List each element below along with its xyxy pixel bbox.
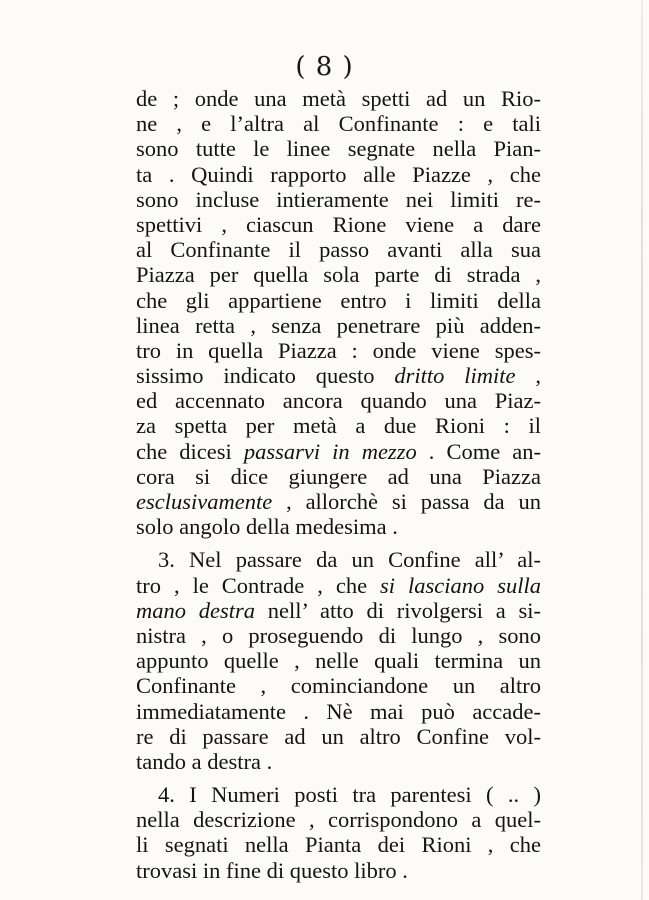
- text-line: [136, 363, 541, 388]
- text-run: ta . Quindi rapporto alle Piazze , che: [136, 161, 541, 187]
- body-text: [136, 86, 541, 883]
- text-run: Confinante , cominciandone un altro: [136, 673, 541, 699]
- text-run: re di passare ad un altro Confine vol-: [136, 723, 541, 749]
- text-run: sono tutte le linee segnate nella Pian-: [136, 136, 541, 162]
- page-edge: [641, 0, 643, 900]
- text-line: [136, 673, 541, 698]
- text-line: [136, 699, 541, 724]
- text-line: [136, 187, 541, 212]
- text-run: che dicesi: [136, 438, 244, 464]
- text-run: nell’ atto di rivolgersi a si-: [255, 597, 541, 623]
- text-run: Piazza per quella sola parte di strada ,: [136, 262, 541, 288]
- text-run: immediatamente . Nè mai può accade-: [136, 698, 541, 724]
- text-run: de ; onde una metà spetti ad un Rio-: [136, 86, 541, 111]
- text-run: trovasi in fine di questo libro .: [136, 857, 408, 883]
- text-line: [136, 262, 541, 287]
- text-line: [136, 598, 541, 623]
- text-run: che gli appartiene entro i limiti della: [136, 287, 541, 313]
- text-run: za spetta per metà a due Rioni : il: [136, 413, 541, 439]
- text-line: [136, 489, 541, 514]
- text-line: [136, 724, 541, 749]
- text-run: . Come an-: [416, 438, 541, 464]
- text-run: nella descrizione , corrispondono a quel-: [136, 807, 541, 833]
- text-line: [136, 338, 541, 363]
- text-run: tando a destra .: [136, 748, 273, 774]
- paragraph-gap: [136, 539, 541, 547]
- page-number: ( 8 ): [295, 52, 354, 82]
- text-line: [136, 313, 541, 338]
- italic-phrase: si lasciano sulla: [380, 572, 541, 598]
- text-line: [136, 749, 541, 774]
- text-run: tro , le Contrade , che: [136, 572, 381, 598]
- text-line: [136, 832, 541, 857]
- text-run: ,: [515, 363, 541, 389]
- text-run: spettivi , ciascun Rione viene a dare: [136, 211, 541, 237]
- italic-phrase: mano destra: [136, 597, 255, 623]
- text-line: [136, 464, 541, 489]
- text-run: appunto quelle , nelle quali termina un: [136, 648, 541, 674]
- italic-phrase: dritto limite: [394, 363, 516, 389]
- text-line: [136, 858, 541, 883]
- text-run: sono incluse intieramente nei limiti re-: [136, 186, 541, 212]
- text-line: [136, 573, 541, 598]
- text-line: [136, 288, 541, 313]
- text-line: [136, 86, 541, 111]
- text-line: [136, 547, 541, 572]
- text-run: ed accennato ancora quando una Piaz-: [136, 388, 541, 414]
- text-run: li segnati nella Pianta dei Rioni , che: [136, 832, 541, 858]
- text-line: [136, 807, 541, 832]
- text-line: [136, 212, 541, 237]
- text-run: nistra , o proseguendo di lungo , sono: [136, 622, 541, 648]
- text-run: al Confinante il passo avanti alla sua: [136, 237, 541, 263]
- text-line: [136, 514, 541, 539]
- text-run: 4. I Numeri posti tra parentesi ( .. ): [158, 782, 541, 808]
- text-line: [136, 111, 541, 136]
- text-run: , allorchè si passa da un: [272, 489, 541, 514]
- text-line: [136, 388, 541, 413]
- italic-phrase: passarvi in mezzo: [243, 438, 417, 464]
- text-line: [136, 782, 541, 807]
- paragraph-gap: [136, 774, 541, 782]
- text-run: tro in quella Piazza : onde viene spes-: [136, 337, 541, 363]
- text-line: [136, 237, 541, 262]
- text-run: 3. Nel passare da un Confine all’ al-: [158, 547, 541, 573]
- text-line: [136, 623, 541, 648]
- text-line: [136, 413, 541, 438]
- text-run: linea retta , senza penetrare più adden-: [136, 312, 541, 338]
- text-run: solo angolo della medesima .: [136, 514, 398, 540]
- text-line: [136, 648, 541, 673]
- text-line: [136, 136, 541, 161]
- text-run: ne , e l’altra al Confinante : e tali: [136, 111, 541, 137]
- text-run: cora si dice giungere ad una Piazza: [136, 463, 541, 489]
- text-run: sissimo indicato questo: [136, 363, 395, 389]
- italic-phrase: esclusivamente: [136, 489, 273, 514]
- text-line: [136, 162, 541, 187]
- text-line: [136, 439, 541, 464]
